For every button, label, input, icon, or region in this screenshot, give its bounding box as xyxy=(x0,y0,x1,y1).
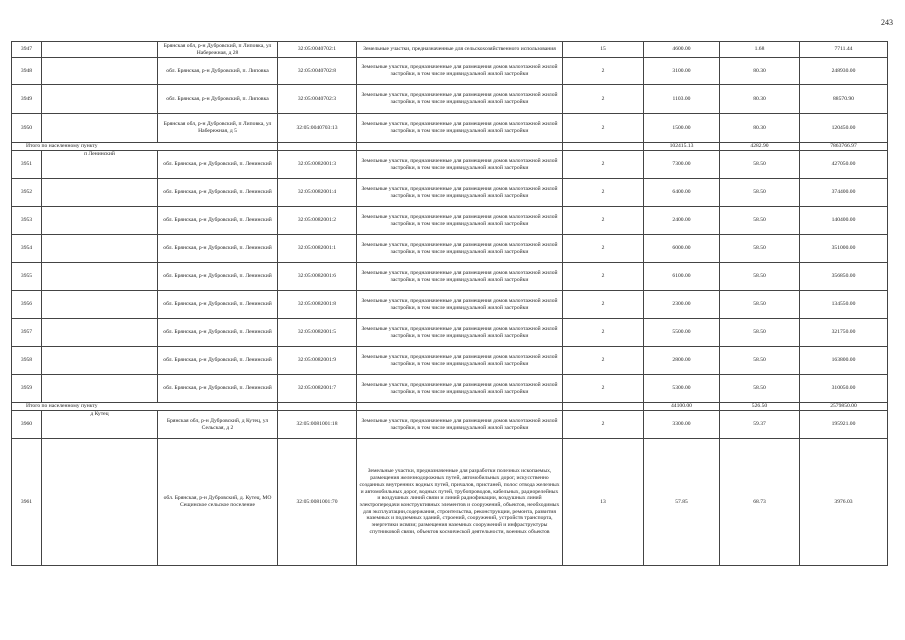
table-row xyxy=(12,319,888,347)
locality-cell xyxy=(42,114,158,143)
cadastral-cell: 32:05:0040702:1 xyxy=(278,42,357,58)
cadastral-cell: 32:05:0082001:2 xyxy=(278,207,357,235)
address-cell: Брянская обл, р-н Дубровский, п Липовка, ул Набережная, д 28 xyxy=(158,42,278,58)
purpose-cell: Земельные участки, предназначенные для размещения домов малоэтажной жилой застройки, в том числе индивидуальной жилой застройки xyxy=(357,263,563,291)
area-cell: 1103.00 xyxy=(644,85,720,114)
locality-cell: д Кутец xyxy=(42,411,158,439)
price-cell: 80.30 xyxy=(720,85,800,114)
cadastral-cell: 32:05:0081001:18 xyxy=(278,411,357,439)
code-cell: 2 xyxy=(563,263,644,291)
cadastral-cell: 32:05:0040702:8 xyxy=(278,58,357,85)
cadastral-cell: 32:05:0082001:8 xyxy=(278,291,357,319)
code-cell: 2 xyxy=(563,114,644,143)
purpose-cell xyxy=(357,143,563,151)
purpose-cell: Земельные участки, предназначенные для размещения домов малоэтажной жилой застройки, в том числе индивидуальной жилой застройки xyxy=(357,85,563,114)
value-cell: 134550.00 xyxy=(800,291,888,319)
locality-cell xyxy=(42,207,158,235)
locality-cell xyxy=(42,42,158,58)
purpose-cell: Земельные участки, предназначенные для размещения домов малоэтажной жилой застройки, в том числе индивидуальной жилой застройки xyxy=(357,235,563,263)
price-cell: 58.50 xyxy=(720,179,800,207)
value-cell: 195921.00 xyxy=(800,411,888,439)
area-cell: 2400.00 xyxy=(644,207,720,235)
cadastral-cell: 32:05:0040702:3 xyxy=(278,85,357,114)
code-cell: 2 xyxy=(563,58,644,85)
locality-cell xyxy=(42,291,158,319)
code-cell: 2 xyxy=(563,347,644,375)
price-cell: 58.50 xyxy=(720,319,800,347)
area-cell: 4600.00 xyxy=(644,42,720,58)
record-id-cell: 3960 xyxy=(12,411,42,439)
code-cell xyxy=(563,143,644,151)
value-cell: 163800.00 xyxy=(800,347,888,375)
cadastral-cell xyxy=(278,143,357,151)
cadastral-cell: 32:05:0082001:7 xyxy=(278,375,357,403)
code-cell: 2 xyxy=(563,207,644,235)
table-row xyxy=(12,411,888,439)
address-cell: обл. Брянская, р-н Дубровский, п. Липовка xyxy=(158,85,278,114)
price-cell: 58.50 xyxy=(720,235,800,263)
value-cell: 7863766.97 xyxy=(800,143,888,151)
cadastral-cell: 32:05:0040703:13 xyxy=(278,114,357,143)
code-cell: 2 xyxy=(563,411,644,439)
area-cell: 3100.00 xyxy=(644,58,720,85)
table-row xyxy=(12,207,888,235)
locality-cell xyxy=(42,263,158,291)
locality-cell xyxy=(42,235,158,263)
area-cell: 6100.00 xyxy=(644,263,720,291)
purpose-cell xyxy=(357,403,563,411)
value-cell: 321750.00 xyxy=(800,319,888,347)
code-cell: 15 xyxy=(563,42,644,58)
record-id-cell: 3953 xyxy=(12,207,42,235)
cadastral-cell: 32:05:0082001:3 xyxy=(278,151,357,179)
record-id-cell: 3954 xyxy=(12,235,42,263)
purpose-cell: Земельные участки, предназначенные для размещения домов малоэтажной жилой застройки, в том числе индивидуальной жилой застройки xyxy=(357,347,563,375)
table-row xyxy=(12,114,888,143)
price-cell: 80.30 xyxy=(720,58,800,85)
area-cell: 7300.00 xyxy=(644,151,720,179)
value-cell: 356850.00 xyxy=(800,263,888,291)
price-cell: 58.50 xyxy=(720,207,800,235)
table-row xyxy=(12,291,888,319)
purpose-cell: Земельные участки, предназначенные для размещения домов малоэтажной жилой застройки, в том числе индивидуальной жилой застройки xyxy=(357,207,563,235)
code-cell: 2 xyxy=(563,85,644,114)
total-label: Итого по населенному пункту xyxy=(12,403,278,411)
land-registry-table xyxy=(11,41,888,566)
area-cell: 5500.00 xyxy=(644,319,720,347)
price-cell: 59.37 xyxy=(720,411,800,439)
locality-cell xyxy=(42,179,158,207)
record-id-cell: 3955 xyxy=(12,263,42,291)
table-row xyxy=(12,347,888,375)
price-cell: 526.50 xyxy=(720,403,800,411)
code-cell xyxy=(563,403,644,411)
locality-cell xyxy=(42,439,158,566)
page-number: 243 xyxy=(881,18,893,27)
record-id-cell: 3958 xyxy=(12,347,42,375)
table-row xyxy=(12,375,888,403)
area-cell: 3300.00 xyxy=(644,411,720,439)
record-id-cell: 3949 xyxy=(12,85,42,114)
area-cell: 6000.00 xyxy=(644,235,720,263)
cadastral-cell: 32:05:0081001:70 xyxy=(278,439,357,566)
code-cell: 2 xyxy=(563,291,644,319)
record-id-cell: 3961 xyxy=(12,439,42,566)
value-cell: 7711.44 xyxy=(800,42,888,58)
price-cell: 68.73 xyxy=(720,439,800,566)
value-cell: 140400.00 xyxy=(800,207,888,235)
address-cell: обл. Брянская, р-н Дубровский, п. Ленинский xyxy=(158,207,278,235)
cadastral-cell xyxy=(278,403,357,411)
record-id-cell: 3947 xyxy=(12,42,42,58)
purpose-cell: Земельные участки, предназначенные для размещения домов малоэтажной жилой застройки, в том числе индивидуальной жилой застройки xyxy=(357,411,563,439)
code-cell: 2 xyxy=(563,179,644,207)
total-label: Итого по населенному пункту xyxy=(12,143,278,151)
price-cell: 1.68 xyxy=(720,42,800,58)
table-row xyxy=(12,263,888,291)
table-row xyxy=(12,85,888,114)
cadastral-cell: 32:05:0082001:4 xyxy=(278,179,357,207)
price-cell: 58.50 xyxy=(720,291,800,319)
cadastral-cell: 32:05:0082001:9 xyxy=(278,347,357,375)
area-cell: 1500.00 xyxy=(644,114,720,143)
table-row xyxy=(12,151,888,179)
record-id-cell: 3959 xyxy=(12,375,42,403)
value-cell: 3976.03 xyxy=(800,439,888,566)
purpose-cell: Земельные участки, предназначенные для размещения домов малоэтажной жилой застройки, в том числе индивидуальной жилой застройки xyxy=(357,151,563,179)
address-cell: обл. Брянская, р-н Дубровский, п. Ленинский xyxy=(158,347,278,375)
table-row xyxy=(12,42,888,58)
locality-cell xyxy=(42,375,158,403)
price-cell: 58.50 xyxy=(720,263,800,291)
area-cell: 6400.00 xyxy=(644,179,720,207)
locality-cell xyxy=(42,58,158,85)
cadastral-cell: 32:05:0082001:1 xyxy=(278,235,357,263)
record-id-cell: 3956 xyxy=(12,291,42,319)
code-cell: 2 xyxy=(563,319,644,347)
address-cell: обл. Брянская, р-н Дубровский, п. Ленинский xyxy=(158,263,278,291)
purpose-cell: Земельные участки, предназначенные для размещения домов малоэтажной жилой застройки, в том числе индивидуальной жилой застройки xyxy=(357,179,563,207)
locality-cell: п Ленинский xyxy=(42,151,158,179)
area-cell: 44100.00 xyxy=(644,403,720,411)
record-id-cell: 3948 xyxy=(12,58,42,85)
table-row xyxy=(12,179,888,207)
purpose-cell: Земельные участки, предназначенные для размещения домов малоэтажной жилой застройки, в том числе индивидуальной жилой застройки xyxy=(357,58,563,85)
locality-cell xyxy=(42,319,158,347)
address-cell: обл. Брянская, р-н Дубровский, п. Ленинский xyxy=(158,319,278,347)
address-cell: Брянская обл, р-н Дубровский, д Кутец, ул Сельская, д 2 xyxy=(158,411,278,439)
address-cell: обл. Брянская, р-н Дубровский, п. Ленинский xyxy=(158,235,278,263)
price-cell: 58.50 xyxy=(720,347,800,375)
price-cell: 80.30 xyxy=(720,114,800,143)
value-cell: 310050.00 xyxy=(800,375,888,403)
value-cell: 374400.00 xyxy=(800,179,888,207)
code-cell: 2 xyxy=(563,235,644,263)
table-row xyxy=(12,58,888,85)
address-cell: обл. Брянская, р-н Дубровский, п. Ленинский xyxy=(158,151,278,179)
code-cell: 13 xyxy=(563,439,644,566)
locality-cell xyxy=(42,85,158,114)
value-cell: 248930.00 xyxy=(800,58,888,85)
address-cell: обл. Брянская, р-н Дубровский, п. Ленинский xyxy=(158,179,278,207)
price-cell: 4282.90 xyxy=(720,143,800,151)
address-cell: обл. Брянская, р-н Дубровский, п. Липовка xyxy=(158,58,278,85)
price-cell: 58.50 xyxy=(720,375,800,403)
area-cell: 2800.00 xyxy=(644,347,720,375)
value-cell: 120450.00 xyxy=(800,114,888,143)
cadastral-cell: 32:05:0082001:6 xyxy=(278,263,357,291)
record-id-cell: 3951 xyxy=(12,151,42,179)
value-cell: 427050.00 xyxy=(800,151,888,179)
value-cell: 88570.90 xyxy=(800,85,888,114)
record-id-cell: 3957 xyxy=(12,319,42,347)
address-cell: Брянская обл, р-н Дубровский, п Липовка, ул Набережная, д 5 xyxy=(158,114,278,143)
cadastral-cell: 32:05:0082001:5 xyxy=(278,319,357,347)
purpose-cell: Земельные участки, предназначенные для размещения домов малоэтажной жилой застройки, в том числе индивидуальной жилой застройки xyxy=(357,291,563,319)
table-row xyxy=(12,235,888,263)
value-cell: 2579850.00 xyxy=(800,403,888,411)
price-cell: 58.50 xyxy=(720,151,800,179)
locality-cell xyxy=(42,347,158,375)
address-cell: обл. Брянская, р-н Дубровский, п. Ленинский xyxy=(158,291,278,319)
record-id-cell: 3950 xyxy=(12,114,42,143)
area-cell: 2300.00 xyxy=(644,291,720,319)
purpose-cell: Земельные участки, предназначенные для сельскохозяйственного использования xyxy=(357,42,563,58)
address-cell: обл. Брянская, р-н Дубровский, п. Ленинский xyxy=(158,375,278,403)
code-cell: 2 xyxy=(563,375,644,403)
purpose-cell: Земельные участки, предназначенные для размещения домов малоэтажной жилой застройки, в том числе индивидуальной жилой застройки xyxy=(357,375,563,403)
table-row xyxy=(12,439,888,566)
purpose-cell: Земельные участки, предназначенные для размещения домов малоэтажной жилой застройки, в том числе индивидуальной жилой застройки xyxy=(357,319,563,347)
area-cell: 57.85 xyxy=(644,439,720,566)
purpose-cell: Земельные участки, предназначенные для размещения домов малоэтажной жилой застройки, в том числе индивидуальной жилой застройки xyxy=(357,114,563,143)
purpose-cell: Земельные участки, предназначенные для разработки полезных ископаемых, размещения железнодорожных путей, автомобильных дорог, искусственно созданных внутренних водных путей, причалов, пристаней, полос отвода железных и автомобильных дорог, водных путей, трубопроводов, кабельных, радиорелейных и воздушных линий связи и линий радиофикации, воздушных линий электропередачи конструктивных элементов и сооружений, объектов, необходимых для эксплуатации,содержания, строительства, реконструкции, ремонта, развития наземных и подземных зданий, строений, сооружений, устройств транспорта, энергетики исвязи; размещения наземных сооружений и инфраструктуры спутниковой связи, объектов космической деятельности, военных объектов xyxy=(357,439,563,566)
code-cell: 2 xyxy=(563,151,644,179)
record-id-cell: 3952 xyxy=(12,179,42,207)
value-cell: 351000.00 xyxy=(800,235,888,263)
area-cell: 5300.00 xyxy=(644,375,720,403)
area-cell: 102415.13 xyxy=(644,143,720,151)
locality-total-row xyxy=(12,403,888,411)
locality-total-row xyxy=(12,143,888,151)
address-cell: обл. Брянская, р-н Дубровский, д. Кутец, МО Сещинское сельское поселение xyxy=(158,439,278,566)
